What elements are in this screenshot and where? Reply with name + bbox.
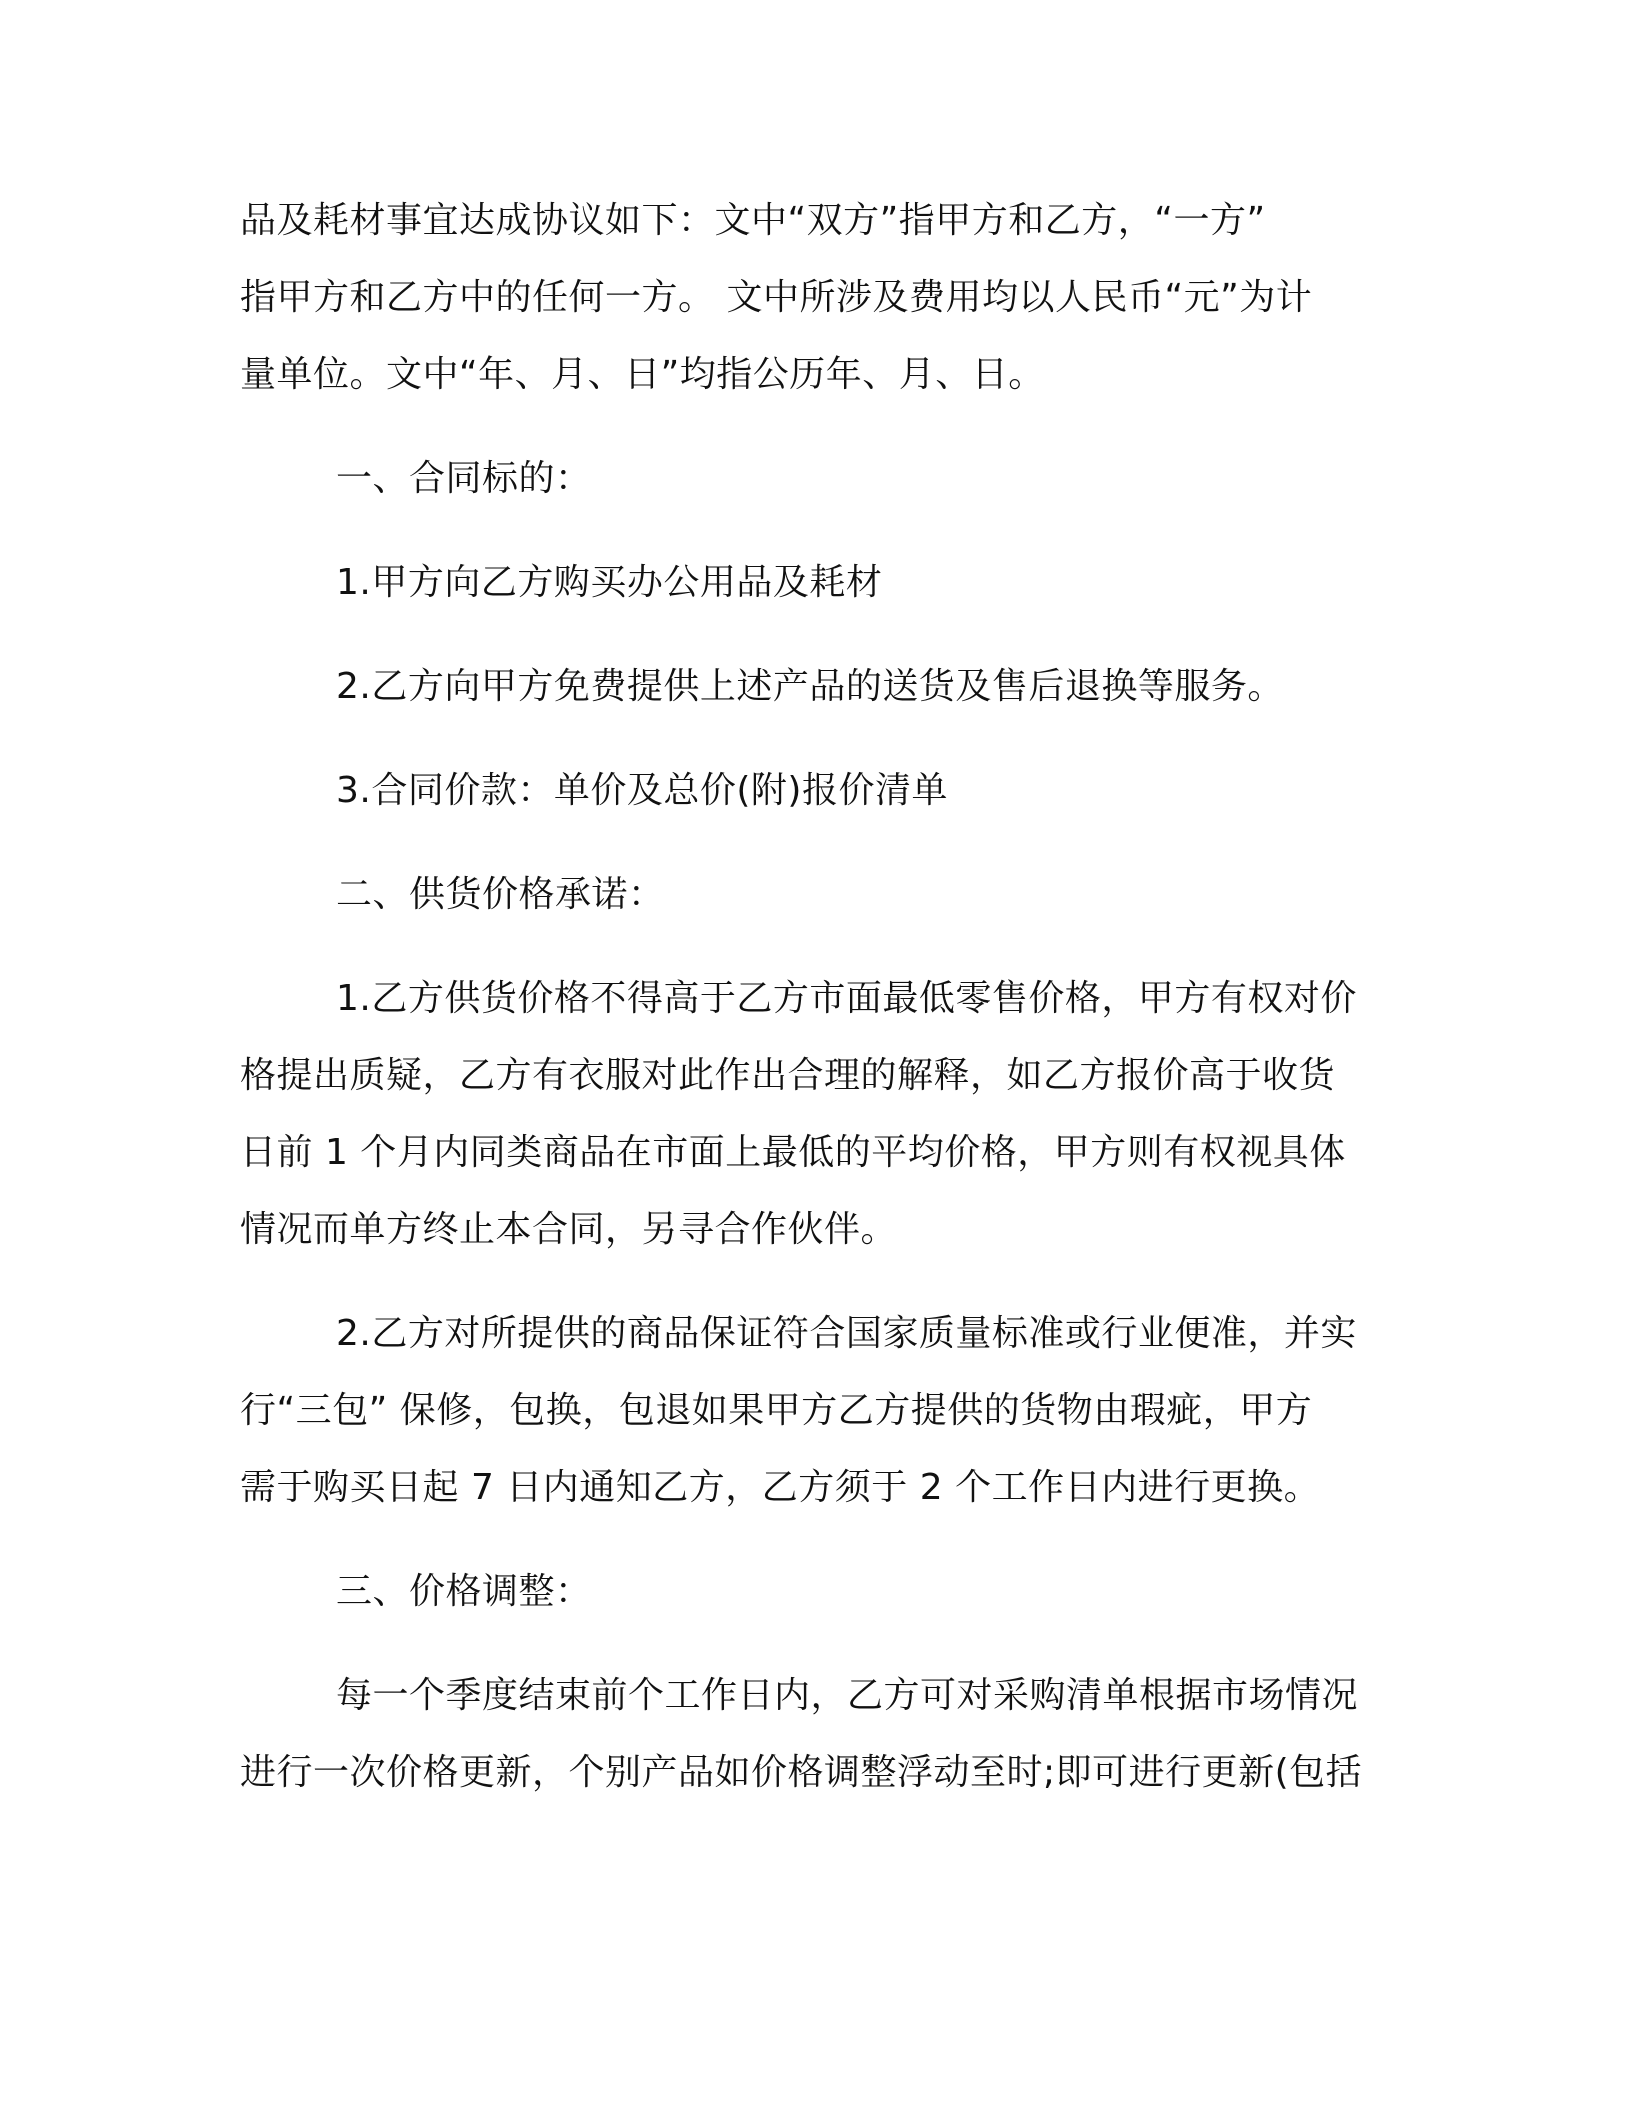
paragraph-line: 每一个季度结束前个工作日内，乙方可对采购清单根据市场情况 [336,1675,1359,1716]
paragraph-line: 品及耗材事宜达成协议如下：文中“双方”指甲方和乙方，“一方” [240,200,1266,241]
list-item: 2.乙方向甲方免费提供上述产品的送货及售后退换等服务。 [336,666,1284,707]
section2-paragraph-2 [240,1295,1380,1526]
paragraph-line: 日前 1 个月内同类商品在市面上最低的平均价格，甲方则有权视具体 [240,1132,1346,1173]
paragraph-line: 情况而单方终止本合同，另寻合作伙伴。 [240,1209,898,1250]
paragraph-line: 量单位。文中“年、月、日”均指公历年、月、日。 [240,354,1045,395]
section-heading-2: 二、供货价格承诺： [336,874,665,915]
paragraph-line: 1.乙方供货价格不得高于乙方市面最低零售价格，甲方有权对价 [336,978,1357,1019]
list-item: 1.甲方向乙方购买办公用品及耗材 [336,562,883,603]
section-heading-1: 一、合同标的： [336,458,592,499]
paragraph-line: 行“三包” 保修，包换，包退如果甲方乙方提供的货物由瑕疵，甲方 [240,1390,1313,1431]
section3-paragraph [240,1657,1380,1811]
paragraph-line: 2.乙方对所提供的商品保证符合国家质量标准或行业便准，并实 [336,1313,1357,1354]
document-body [240,182,1380,1811]
section2-paragraph-1 [240,960,1380,1268]
paragraph-line: 指甲方和乙方中的任何一方。 文中所涉及费用均以人民币“元”为计 [240,277,1313,318]
paragraph-line: 需于购买日起 7 日内通知乙方，乙方须于 2 个工作日内进行更换。 [240,1467,1321,1508]
intro-paragraph [240,182,1380,413]
paragraph-line: 进行一次价格更新，个别产品如价格调整浮动至时;即可进行更新(包括 [240,1752,1363,1793]
section-heading-3: 三、价格调整： [336,1571,592,1612]
paragraph-line: 格提出质疑，乙方有衣服对此作出合理的解释，如乙方报价高于收货 [240,1055,1336,1096]
list-item: 3.合同价款：单价及总价(附)报价清单 [336,770,948,811]
